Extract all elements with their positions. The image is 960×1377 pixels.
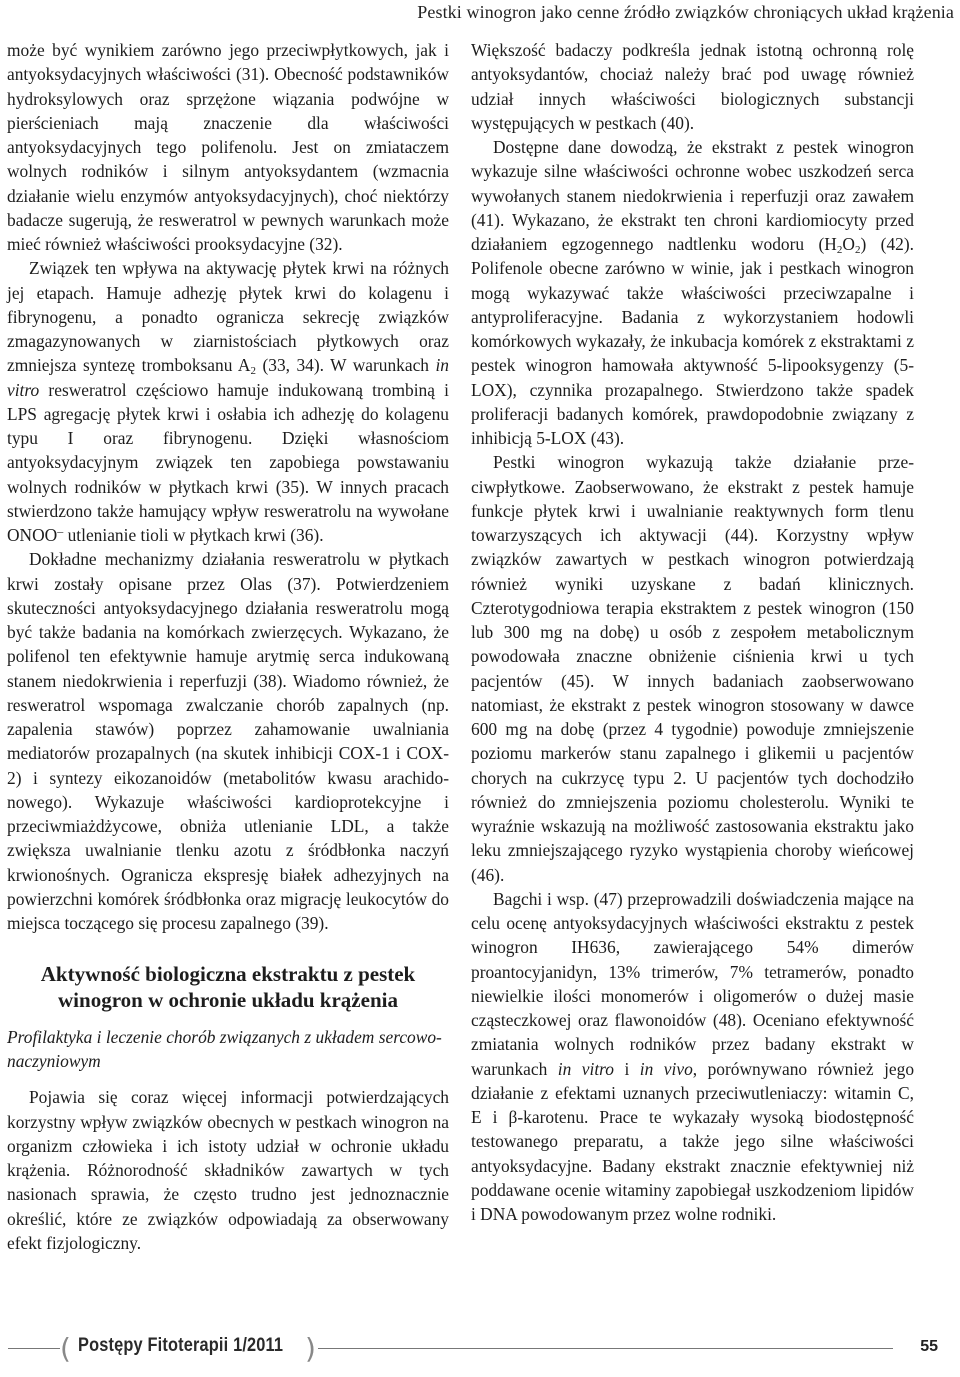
paragraph: Dokładne mechanizmy działania resweratrolu w płytkach krwi zostały opisane przez Olas (37). Potwierdzeniem skuteczności antyoksydacyjnego działania resweratrolu mogą być także badania na komórkach zwierzęcych. Wykazano, że polifenol ten efektywnie hamuje arytmię serca indukowaną stanem niedokrwienia i reperfuzji (38). Wiadomo również, że resweratrol wspomaga zwalczanie chorób zapalnych (np. zapalenia stawów) poprzez zahamowanie uwalniania mediatorów prozapalnych (na skutek inhibicji COX-1 i COX-2) i syntezy eikozanoidów (metabolitów kwasu arachidonowego). Wykazuje właściwości kardioprotekcyjne i przeciwmiażdżycowe, obniża utlenianie LDL, a także zwiększa uwalnianie tlenku azotu z śródbłonka naczyń krwionośnych. Ogranicza ekspresję białek adhezyjnych na powierzchni komórek śródbłonka oraz migrację leukocytów do miejsca toczącego się procesu zapalnego (39). [7, 549, 449, 933]
running-head: Pestki winogron jako cenne źródło związków chroniących układ krążenia [417, 2, 954, 22]
paragraph: Pestki winogron wykazują także działanie przeciwpłytkowe. Zaobserwowano, że ekstrakt z pestek hamuje funkcje płytek krwi i uwalnianie reaktywnych form tlenu towarzyszących ich aktywacji (44). Korzystny wpływ związków zawartych w pestkach winogron potwierdzają również wyniki uzyskane z badań klinicznych. Czterotygodniowa terapia ekstraktem z pestek winogron (150 lub 300 mg na dobę) u osób z zespołem metabolicznym powodowała znaczne obniżenie ciśnienia krwi u tych pacjentów (45). W innych badaniach zaobserwowano natomiast, że ekstrakt z pestek winogron stosowany w dawce 600 mg na dobę (przez 4 tygodnie) powoduje zmniejszenie poziomu markerów stanu zapalnego i glikemii u pacjentów chorych na cukrzycę typu 2. U pacjentów tych dochodziło również do zmniejszenia poziomu cholesterolu. Wyniki te wyraźnie wskazują na możliwość zastosowania ekstraktu jako leku zmniejszającego ryzyko wystąpienia choroby wieńcowej (46). [471, 452, 914, 885]
footer-rule-left [8, 1348, 60, 1349]
page-number: 55 [920, 1338, 938, 1355]
paragraph: może być wynikiem zarówno jego przeciwpłytkowych, jak i antyoksydacyjnych właściwości (31). Obecność podstawników hydroksylowych oraz sprzężone wiązania podwójne w pierścieniach mają znaczenie dla właściwości antyoksydacyjnych tego polifenolu. Jest on zmiataczem wolnych rodników i silnym antyoksydantem (wzmacnia działanie wielu enzymów antyoksydacyjnych), choć niektórzy badacze sugerują, że resweratrol w pewnych warunkach może mieć również właściwości prooksydacyjne (32). [7, 40, 449, 254]
paragraph: Pojawia się coraz więcej informacji potwierdzających korzystny wpływ związków obecnych w pestkach winogron na organizm człowieka i ich istoty udział w ochronie układu krążenia. Różnorodność składników zawartych w tych nasionach sprawia, że często trudno jest jednoznacznie określić, które ze związków odpowiadają za obserwowany efekt fizjologiczny. [7, 1087, 449, 1253]
footer-bracket-close: ) [305, 1332, 316, 1365]
subsection-title: Profilaktyka i leczenie chorób związanych z układem sercowo-naczyniowym [7, 1027, 442, 1072]
paragraph: Dostępne dane dowodzą, że ekstrakt z pestek winogron wykazuje silne właściwości ochronne wobec uszkodzeń serca wywołanych stanem niedokrwienia i reperfuzji oraz zawałem (41). Wykazano, że ekstrakt ten chroni kardiomiocyty przed działaniem egzogennego nadtlenku wodoru $(H_2O_2)$ (42). Polifenole obecne zarówno w winie, jak i pestkach winogron mogą wykazywać także właściwości przeciwzapalne i antyproliferacyjne. Badania z wykorzystaniem hodowli komórkowych wykazały, że inkubacja komórek z ekstraktami z pestek winogron hamowała aktywność 5-lipooksygenzy (5-LOX), czynnika prozapalnego. Stwierdzono także spadek proliferacji badanych komórek, prawdopodobnie związany z inhibicją 5-LOX (43). [471, 137, 914, 448]
paragraph: Związek ten wpływa na aktywację płytek krwi na różnych jej etapach. Hamuje adhezję płytek krwi do kolagenu i fibrynogenu, a ponadto ogranicza sekrecję związków zmagazynowanych w ziarnistościach płytkowych oraz zmniejsza syntezę tromboksanu $A_2$ (33, 34). W warunkach in vitro resweratrol częściowo hamuje indukowaną trombiną i LPS agregację płytek krwi i osłabia ich adhezję do kolagenu typu I oraz fibrynogenu. Dzięki własnościom antyoksydacyjnym związek ten zapobiega powstawaniu wolnych rodników w płytkach krwi (35). W innych pracach stwierdzono także hamujący wpływ resweratrolu na wywołane ONOO– utlenianie tioli w płytkach krwi (36). [7, 258, 449, 545]
right-column [471, 38, 914, 1226]
left-column [7, 38, 449, 1255]
page-footer [0, 1330, 960, 1370]
journal-title: Postępy Fitoterapii 1/2011 [78, 1335, 284, 1356]
section-title: Aktywność biologiczna ekstraktu z pestek winogron w ochronie układu krążenia [40, 962, 416, 1013]
footer-rule-right [318, 1348, 893, 1349]
paragraph: Bagchi i wsp. (47) przeprowadzili doświadczenia mające na celu ocenę antyoksydacyjnych właściwości ekstraktu z pestek winogron IH636, zawierającego 54% dimerów proantocyjanidyn, 13% trimerów, 7% tetramerów, ponadto niewielkie ilości monomerów i oligomerów o dużej masie cząsteczkowej oraz flawonoidów (48). Oceniano efektywność zmiatania wolnych rodników przez badany ekstrakt w warunkach in vitro i in vivo, porównywano również jego działanie z efektami uznanych przeciwutleniaczy: witamin C, E i β-karotenu. Prace te wykazały wysoką biodostępność testowanego preparatu, a także jego silne właściwości antyoksydacyjne. Badany ekstrakt znacznie efektywniej niż poddawane ocenie witaminy zapobiegał uszkodzeniom lipidów i DNA powodowanym przez wolne rodniki. [471, 888, 915, 1224]
footer-bracket-open: ( [60, 1332, 71, 1365]
paragraph: Większość badaczy podkreśla jednak istotną ochronną rolę antyoksydantów, chociaż należy brać pod uwagę również udział innych właściwości biologicznych substancji występujących w pestkach (40). [471, 40, 914, 133]
